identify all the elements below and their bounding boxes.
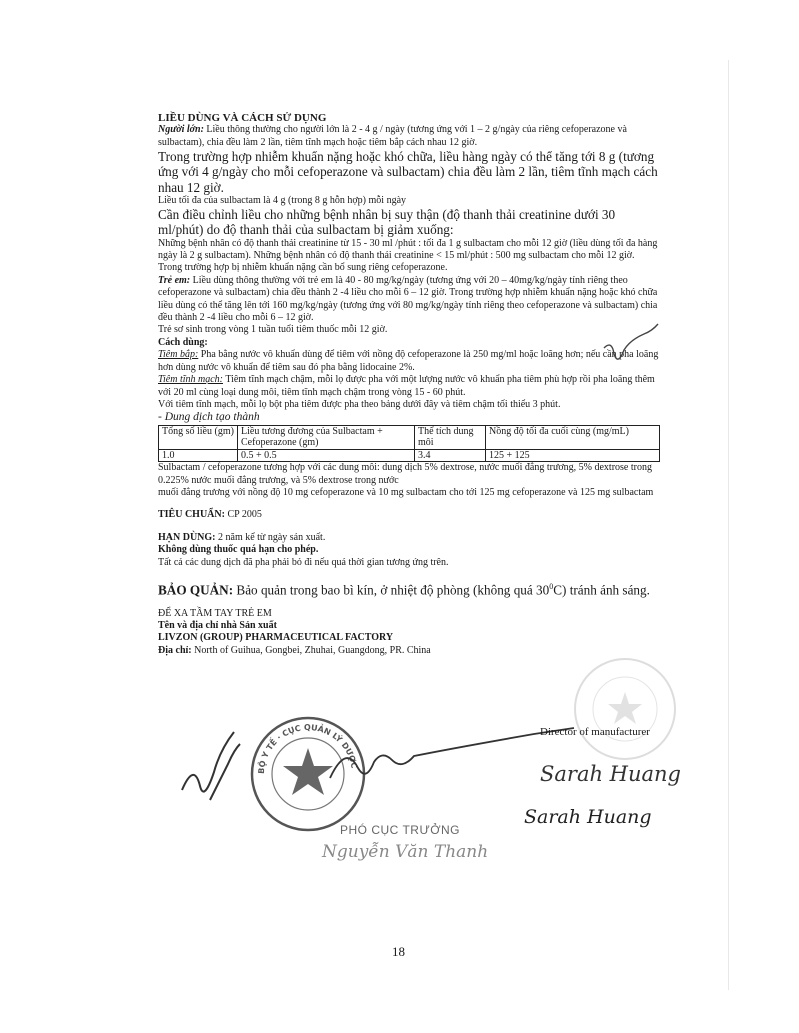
- address-label: Địa chỉ:: [158, 644, 192, 656]
- renal-adjust: Cần điều chỉnh liều cho những bệnh nhân bị suy thận (độ thanh thải creatinine dưới 30 ml/phút) do độ thanh thải của sulbactam bị giảm xuống:: [158, 207, 616, 238]
- compat-line-2: muối đẳng trương với nồng độ 10 mg cefoperazone và 10 mg sulbactam cho tới 125 mg cefoperazone và 125 mg sulbactam: [158, 487, 654, 499]
- im-text: Pha bằng nước vô khuẩn dùng để tiêm với nồng độ cefoperazone là 250 mg/ml hoặc loãng hơn; nếu cần pha loãng hơn dùng nước vô khuẩn để tiêm sau đó pha bằng lidocaine 2%.: [158, 349, 659, 373]
- manufacturer-label: Tên và địa chỉ nhà Sản xuất: [158, 620, 277, 632]
- im-label: Tiêm bắp:: [158, 349, 199, 361]
- renal-detail: Những bệnh nhân có độ thanh thải creatinine từ 15 - 30 ml /phút : tối đa 1 g sulbactam cho mỗi 12 giờ (liều dùng tối đa hàng ngày là 2 g sulbactam). Những bệnh nhân có độ thanh thải creatinine < 15 ml/phút : 500 mg sulbactam cho mỗi 12 giờ.: [158, 237, 658, 262]
- deputy-name: Nguyễn Văn Thanh: [322, 842, 489, 862]
- storage-label: BẢO QUẢN:: [158, 582, 234, 598]
- signer-signature: Sarah Huang: [540, 762, 681, 786]
- dosage-heading: LIỀU DÙNG VÀ CÁCH SỬ DỤNG: [158, 112, 327, 124]
- expiry-warning: Không dùng thuốc quá hạn cho phép.: [158, 544, 319, 556]
- table-cell: 125 + 125: [486, 449, 660, 462]
- adult-text: Liều thông thường cho người lớn là 2 - 4 g / ngày (tương ứng với 1 – 2 g/ngày của riêng cefoperazone và sulbactam), chia đều làm 2 lần, tiêm tĩnh mạch hoặc tiêm bắp cách nhau 12 giờ.: [158, 124, 627, 148]
- standard-value: CP 2005: [224, 509, 262, 521]
- keep-away-warning: ĐỂ XA TẦM TAY TRẺ EM: [158, 607, 272, 619]
- adult-label: Người lớn:: [158, 124, 204, 136]
- table-cell: 1.0: [159, 449, 238, 462]
- compat-line-1: Sulbactam / cefoperazone tương hợp với các dung môi: dung dịch 5% dextrose, nước muối đẳng trương, 5% dextrose trong 0.225% nước muối đẳng trương, và 5% dextrose trong nước: [158, 462, 652, 486]
- children-text: Liều dùng thông thường với trẻ em là 40 - 80 mg/kg/ngày (tương ứng với 20 – 40mg/kg/ngày tính riêng theo cefoperazone và sulbactam) chia đều thành 2 -4 liều cho mỗi 6 – 12 giờ. Trong trường hợp nhiễm khuẩn nặng hoặc khó chữa liều dùng có thể tăng lên tới 160 mg/kg/ngày (tương ứng với 80 mg/kg/ngày tính riêng theo cefoperazone và sulbactam) chia đều thành 2 -4 liều cho mỗi 6 – 12 giờ.: [158, 274, 658, 324]
- solution-heading: - Dung dịch tạo thành: [158, 411, 260, 424]
- factory-name: LIVZON (GROUP) PHARMACEUTICAL FACTORY: [158, 632, 394, 644]
- table-header-cell: Thể tích dung môi: [415, 425, 486, 449]
- expiry-label: HẠN DÙNG:: [158, 531, 216, 543]
- stamp-text: BỘ Y TẾ · CỤC QUẢN LÝ DƯỢC: [256, 722, 359, 775]
- severe-infection-note: Trong trường hợp nhiễm khuẩn nặng hoặc khó chữa, liều hàng ngày có thể tăng tới 8 g (tương ứng với 4 g/ngày cho mỗi cefoperazone và sulbactam) chia đều làm 2 lần, tiêm tĩnh mạch cách nhau 12 giờ.: [158, 149, 658, 195]
- storage-text: Bảo quản trong bao bì kín, ở nhiệt độ phòng (không quá 30: [233, 582, 550, 598]
- table-header-cell: Nồng độ tối đa cuối cùng (mg/mL): [486, 425, 660, 449]
- table-cell: 0.5 + 0.5: [238, 449, 415, 462]
- iv-note: Với tiêm tĩnh mạch, mỗi lọ bột pha tiêm được pha theo bảng dưới đây và tiêm chậm tối thiểu 3 phút.: [158, 398, 561, 410]
- newborn-note: Trẻ sơ sinh trong vòng 1 tuần tuổi tiêm thuốc mỗi 12 giờ.: [158, 324, 388, 336]
- cefoperazone-note: Trong trường hợp bị nhiễm khuẩn nặng cần bổ sung riêng cefoperazone.: [158, 262, 448, 274]
- standard-label: TIÊU CHUẨN:: [158, 509, 225, 521]
- iv-label: Tiêm tĩnh mạch:: [158, 374, 223, 386]
- storage-degree: 0: [549, 582, 554, 592]
- director-label: Director of manufacturer: [540, 726, 650, 738]
- table-header-cell: Tổng số liều (gm): [159, 425, 238, 449]
- page-number: 18: [392, 944, 405, 959]
- margin-initial-signature: [604, 324, 658, 359]
- expiry-value: 2 năm kể từ ngày sản xuất.: [215, 531, 326, 543]
- signer-name: Sarah Huang: [524, 806, 652, 828]
- iv-text: Tiêm tĩnh mạch chậm, mỗi lọ được pha với một lượng nước vô khuẩn pha tiêm phù hợp rồi pha loãng thêm với 20 ml cùng loại dung môi, tiêm tĩnh mạch chậm trong vòng 15 - 60 phút.: [158, 374, 655, 398]
- max-sulbactam: Liều tối đa của sulbactam là 4 g (trong 8 g hỗn hợp) mỗi ngày: [158, 194, 407, 206]
- table-header-cell: Liều tương đương của Sulbactam + Cefoperazone (gm): [238, 425, 415, 449]
- children-label: Trẻ em:: [158, 274, 191, 286]
- handwritten-signature-left: [182, 732, 240, 800]
- expiry-discard: Tất cả các dung dịch đã pha phải bỏ đi nếu quá thời gian tương ứng trên.: [158, 556, 449, 568]
- handwritten-signature-center: [330, 728, 574, 778]
- address-value: North of Guihua, Gongbei, Zhuhai, Guangdong, PR. China: [191, 644, 431, 656]
- storage-text-end: C) tránh ánh sáng.: [553, 582, 650, 598]
- table-cell: 3.4: [415, 449, 486, 462]
- usage-heading: Cách dùng:: [158, 336, 208, 348]
- deputy-title: PHÓ CỤC TRƯỞNG: [340, 823, 460, 837]
